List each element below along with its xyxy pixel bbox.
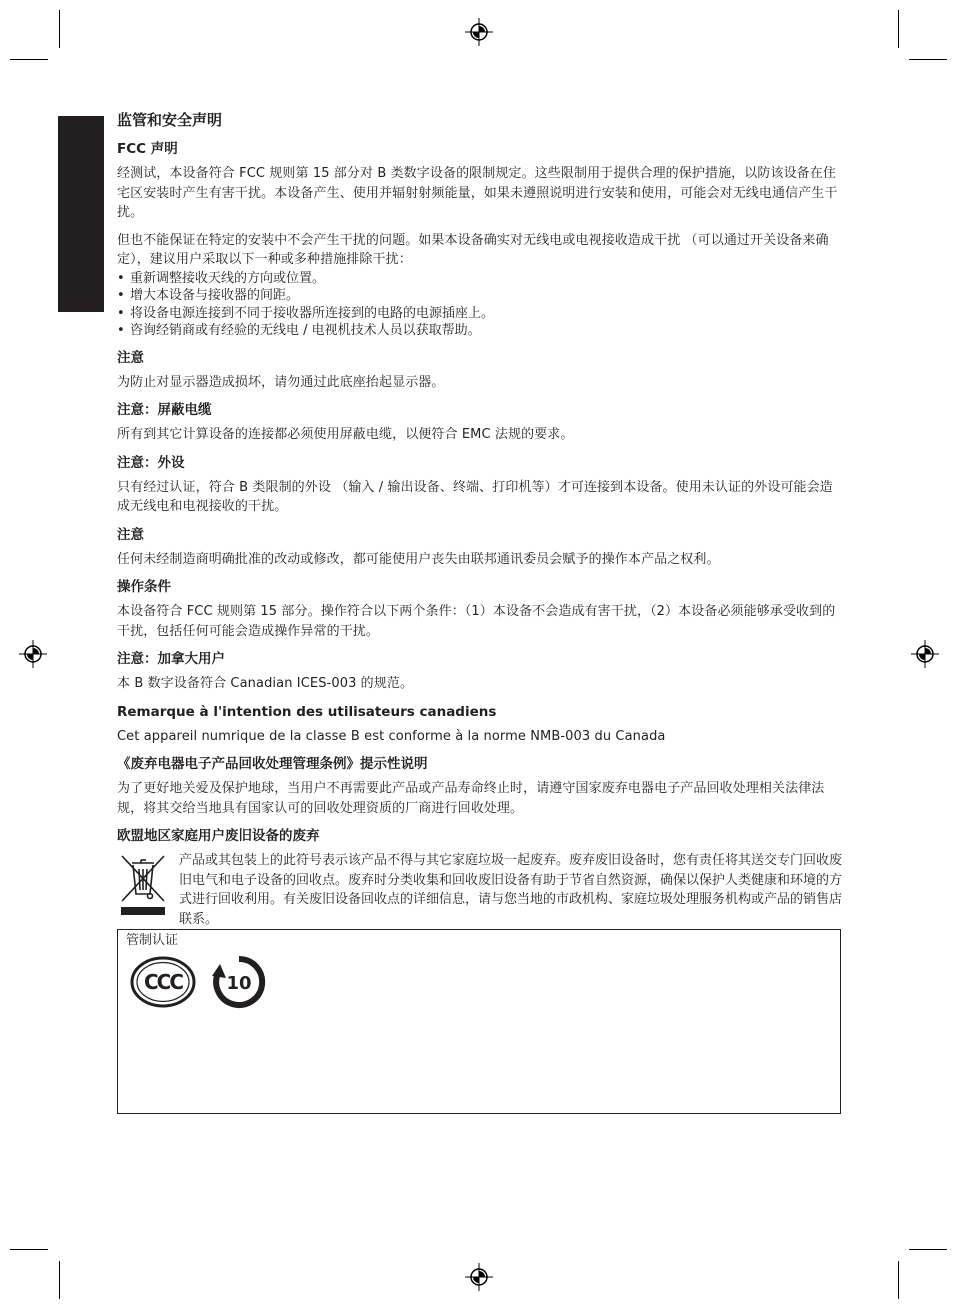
- canada-fr-text: Cet appareil numrique de la classe B est conforme à la norme NMB-003 du Canada: [117, 728, 666, 744]
- list-item: • 重新调整接收天线的方向或位置。: [117, 270, 842, 288]
- certification-box: [117, 929, 841, 1114]
- peripheral-heading: 注意：外设: [117, 454, 185, 471]
- modification-text: 任何未经制造商明确批准的改动或修改，都可能使用户丧失由联邦通讯委员会赋予的操作本产品之权利。: [117, 551, 720, 567]
- canada-heading: 注意：加拿大用户: [117, 651, 225, 667]
- peripheral-text: 只有经过认证，符合 B 类限制的外设 （输入 / 输出设备、终端、打印机等）才可连接到本设备。使用未认证的外设可能会造成无线电和电视接收的干扰。: [117, 479, 833, 514]
- ccc-mark-text: CCC: [143, 970, 183, 994]
- weee-crossed-bin-icon: [117, 851, 169, 923]
- operating-conditions-heading: 操作条件: [117, 579, 171, 595]
- crop-mark: [909, 1249, 947, 1250]
- document-body: [117, 109, 842, 929]
- fcc-measures-list: [117, 270, 842, 340]
- ccc-mark-icon: [130, 956, 196, 1008]
- crop-mark: [10, 1249, 48, 1250]
- certification-title: 管制认证: [126, 933, 179, 948]
- weee-heading: 欧盟地区家庭用户废旧设备的废弃: [117, 828, 320, 844]
- operating-conditions-text: 本设备符合 FCC 规则第 15 部分。操作符合以下两个条件：（1）本设备不会造成有害干扰，（2）本设备必须能够承受收到的干扰，包括任何可能会造成操作异常的干扰。: [117, 604, 836, 639]
- crop-mark: [898, 10, 899, 48]
- language-tab: [58, 116, 104, 312]
- list-item: • 将设备电源连接到不同于接收器所连接到的电路的电源插座上。: [117, 305, 842, 323]
- shielded-cable-heading: 注意：屏蔽电缆: [117, 402, 212, 418]
- crop-mark: [10, 59, 48, 60]
- page-title: 监管和安全声明: [117, 111, 223, 129]
- shielded-cable-text: 所有到其它计算设备的连接都必须使用屏蔽电缆，以便符合 EMC 法规的要求。: [117, 427, 574, 442]
- recycling-regulation-text: 为了更好地关爱及保护地球，当用户不再需要此产品或产品寿命终止时，请遵守国家废弃电器电子产品回收处理相关法律法规，将其交给当地具有国家认可的回收处理资质的厂商进行回收处理。: [117, 781, 825, 816]
- registration-mark-icon: [910, 639, 940, 669]
- crop-mark: [59, 1261, 60, 1299]
- crop-mark: [898, 1261, 899, 1299]
- crop-mark: [909, 59, 947, 60]
- epup-years-text: 10: [226, 973, 252, 994]
- canada-text: 本 B 数字设备符合 Canadian ICES-003 的规范。: [117, 676, 414, 691]
- weee-section: [117, 851, 842, 929]
- canada-fr-heading: Remarque à l'intention des utilisateurs canadiens: [117, 703, 497, 720]
- registration-mark-icon: [18, 639, 48, 669]
- fcc-paragraph-2: 但也不能保证在特定的安装中不会产生干扰的问题。如果本设备确实对无线电或电视接收造成干扰 （可以通过开关设备来确定），建议用户采取以下一种或多种措施排除干扰：: [117, 232, 829, 267]
- registration-mark-icon: [464, 1262, 494, 1292]
- fcc-paragraph-1: 经测试，本设备符合 FCC 规则第 15 部分对 B 类数字设备的限制规定。这些限制用于提供合理的保护措施，以防该设备在住宅区安装时产生有害干扰。本设备产生、使用并辐射射频能量，如果未遵照说明进行安装和使用，可能会对无线电通信产生干扰。: [117, 166, 838, 220]
- note-text: 为防止对显示器造成损坏，请勿通过此底座抬起显示器。: [117, 374, 445, 390]
- registration-mark-icon: [464, 17, 494, 47]
- list-item: • 增大本设备与接收器的间距。: [117, 287, 842, 305]
- modification-heading: 注意: [117, 526, 144, 543]
- recycling-regulation-heading: 《废弃电器电子产品回收处理管理条例》提示性说明: [117, 756, 428, 772]
- crop-mark: [59, 10, 60, 48]
- list-item: • 咨询经销商或有经验的无线电 / 电视机技术人员以获取帮助。: [117, 322, 842, 340]
- epup-10-icon: [210, 954, 268, 1010]
- note-heading: 注意: [117, 349, 144, 366]
- fcc-heading: FCC 声明: [117, 141, 178, 157]
- weee-text: 产品或其包装上的此符号表示该产品不得与其它家庭垃圾一起废弃。废弃废旧设备时，您有责任将其送交专门回收废旧电气和电子设备的回收点。废弃时分类收集和回收废旧设备有助于节省自然资源，确保以保护人类健康和环境的方式进行回收利用。有关废旧设备回收点的详细信息，请与您当地的市政机构、家庭垃圾处理服务机构或产品的销售店联系。: [179, 853, 843, 927]
